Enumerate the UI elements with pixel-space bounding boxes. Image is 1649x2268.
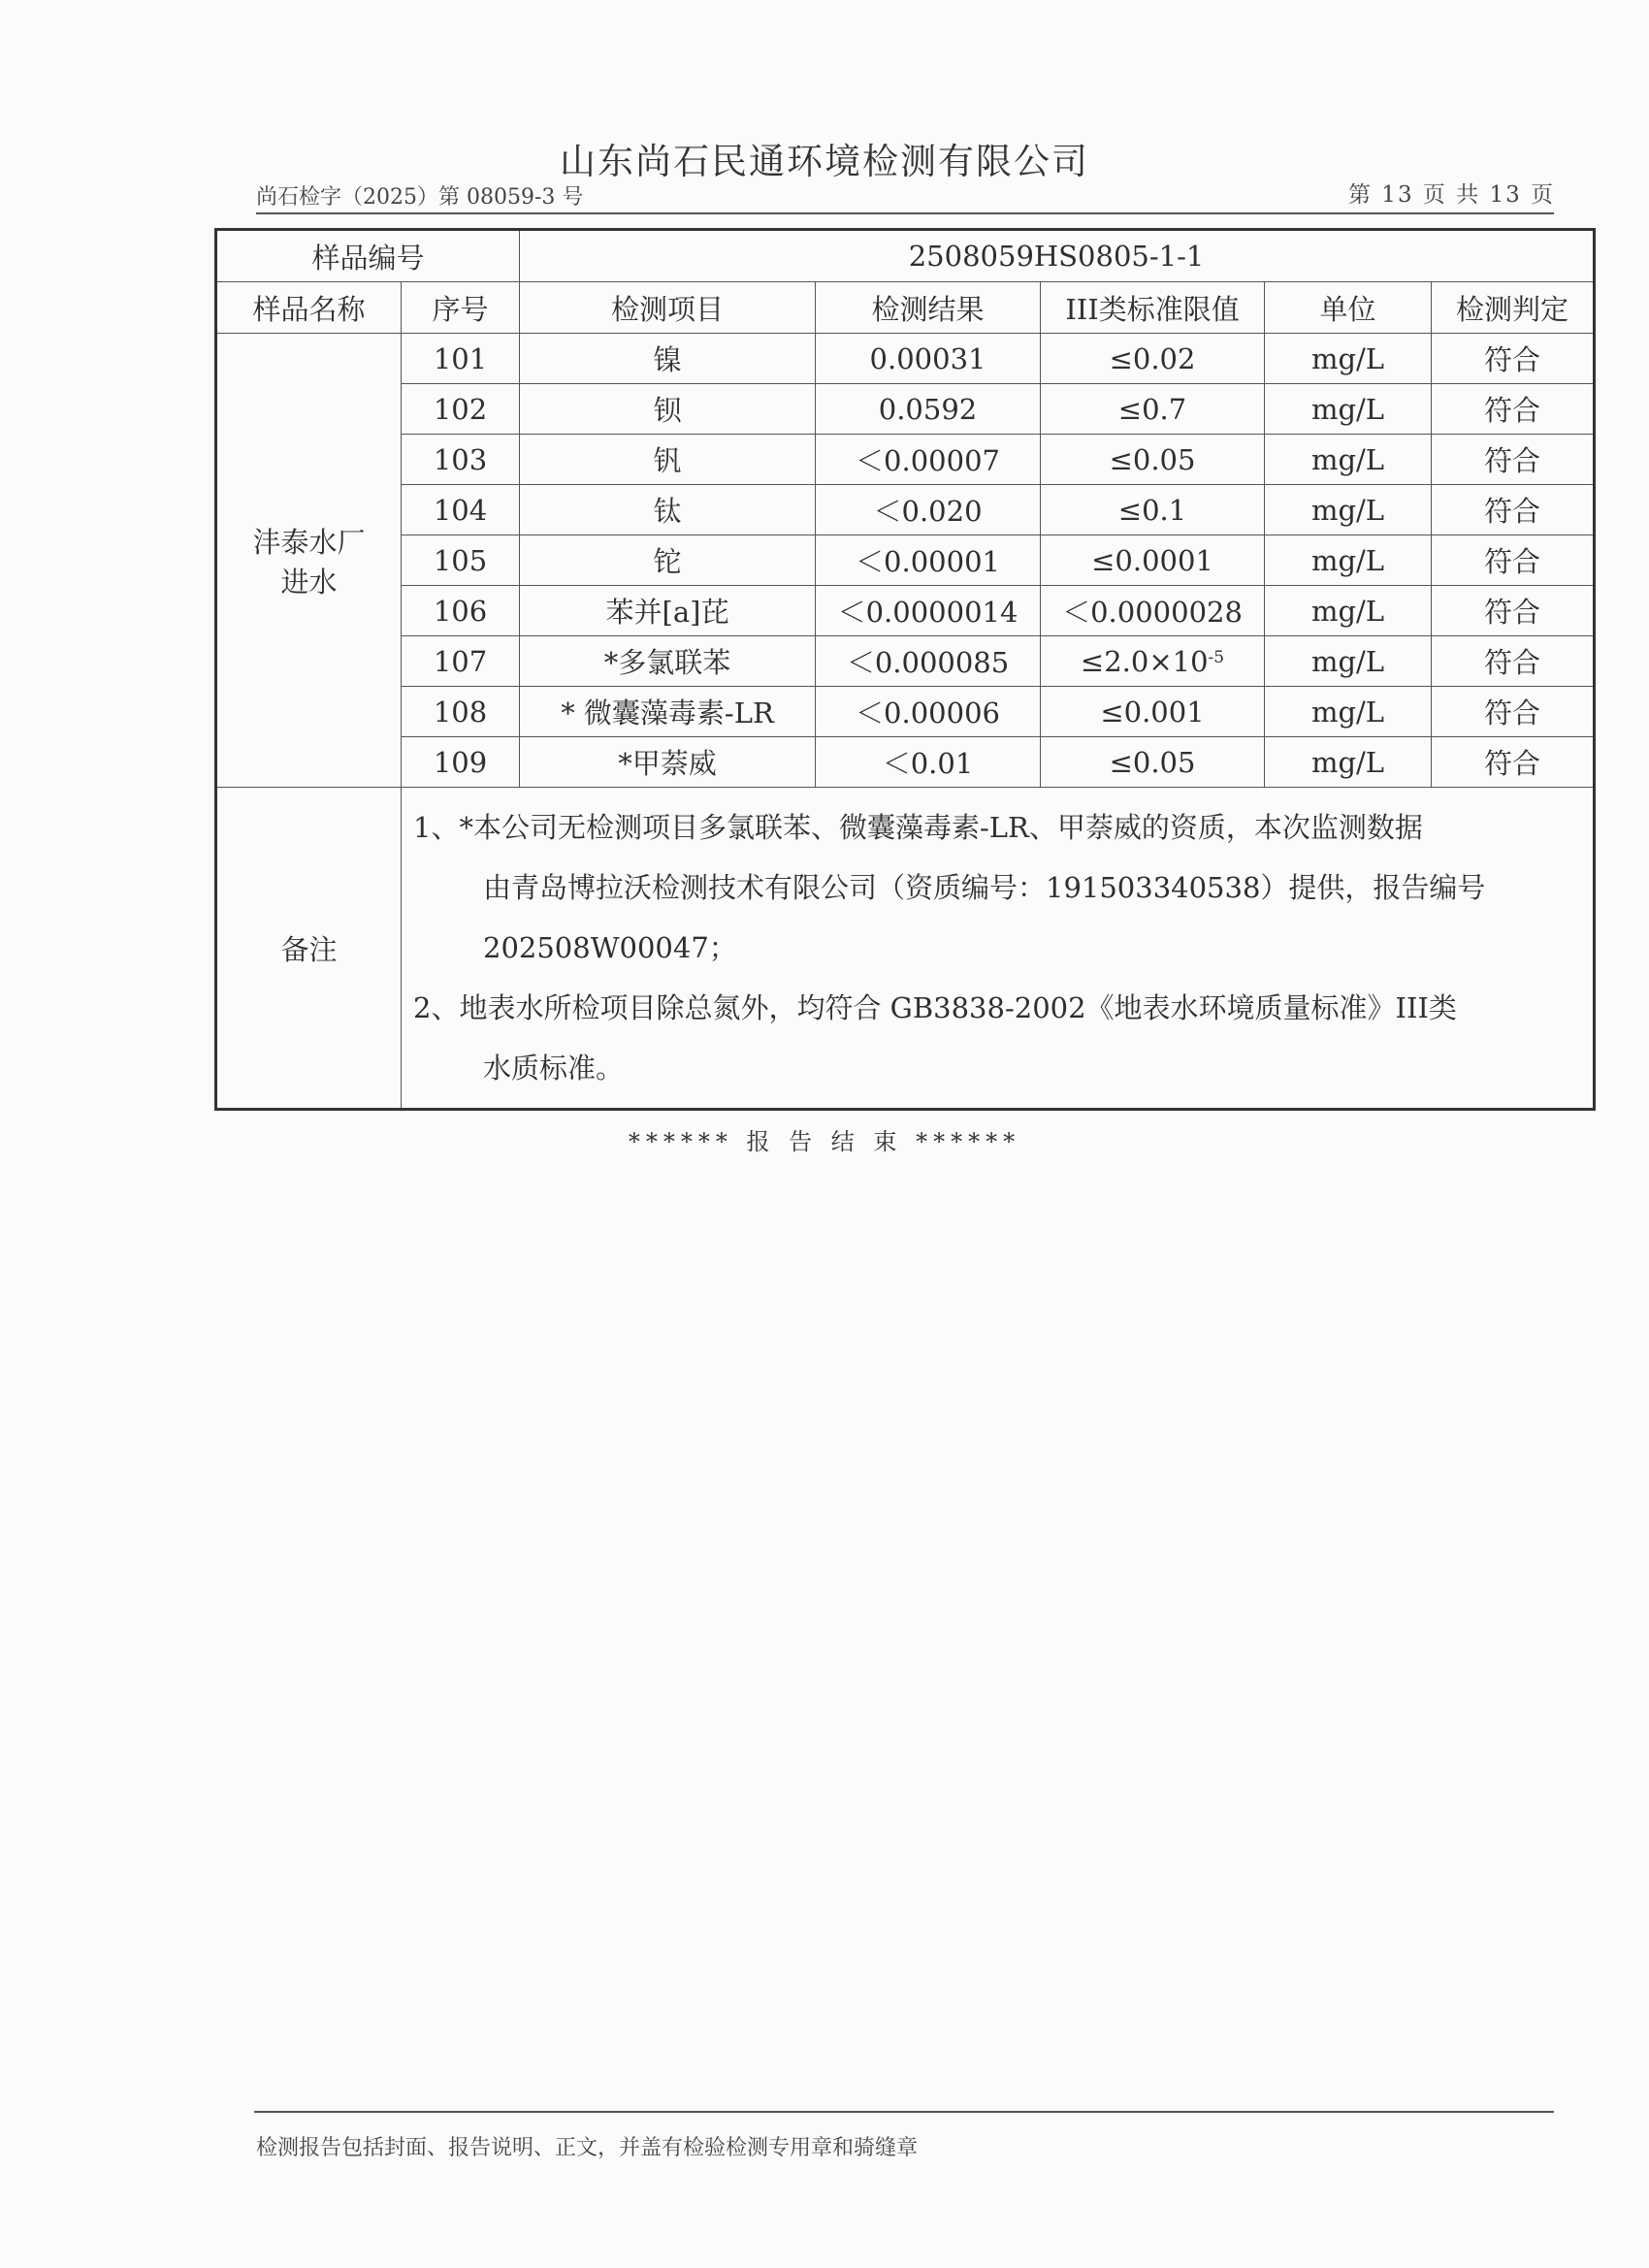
row-result: ＜0.00001 xyxy=(816,535,1041,586)
row-limit: ≤0.1 xyxy=(1041,485,1265,535)
row-unit: mg/L xyxy=(1265,535,1432,586)
row-limit: ＜0.0000028 xyxy=(1041,586,1265,636)
sample-name-line: 进水 xyxy=(280,565,338,599)
row-limit xyxy=(1041,636,1265,687)
table-row xyxy=(216,485,1595,535)
row-unit: mg/L xyxy=(1265,737,1432,788)
sample-number-label: 样品编号 xyxy=(216,230,520,282)
row-unit: mg/L xyxy=(1265,687,1432,737)
row-result: ＜0.00006 xyxy=(816,687,1041,737)
row-item: * 微囊藻毒素-LR xyxy=(520,687,816,737)
row-limit: ≤0.02 xyxy=(1041,334,1265,384)
row-limit: ≤0.05 xyxy=(1041,737,1265,788)
row-limit-base: ≤2.0×10 xyxy=(1080,644,1209,678)
row-seq: 104 xyxy=(402,485,520,535)
row-item: *甲萘威 xyxy=(520,737,816,788)
row-seq: 102 xyxy=(402,384,520,435)
row-seq: 106 xyxy=(402,586,520,636)
row-seq: 103 xyxy=(402,435,520,485)
row-unit: mg/L xyxy=(1265,636,1432,687)
sample-name-cell xyxy=(216,334,402,788)
col-header-sample-name: 样品名称 xyxy=(216,282,402,334)
row-judgement: 符合 xyxy=(1432,586,1595,636)
footer-divider xyxy=(254,2111,1554,2113)
row-limit-exponent: -5 xyxy=(1208,647,1225,667)
row-unit: mg/L xyxy=(1265,384,1432,435)
row-item: 钛 xyxy=(520,485,816,535)
row-judgement: 符合 xyxy=(1432,384,1595,435)
remark-line: 由青岛博拉沃检测技术有限公司（资质编号：191503340538）提供，报告编号 xyxy=(483,871,1486,904)
company-title: 山东尚石民通环境检测有限公司 xyxy=(560,141,1089,182)
col-header-judgement: 检测判定 xyxy=(1432,282,1595,334)
row-unit: mg/L xyxy=(1265,334,1432,384)
row-result: ＜0.00007 xyxy=(816,435,1041,485)
report-number: 尚石检字（2025）第 08059-3 号 xyxy=(256,185,584,210)
row-unit: mg/L xyxy=(1265,435,1432,485)
page-info: 第 13 页 共 13 页 xyxy=(1348,182,1556,208)
remark-line: 2、地表水所检项目除总氮外，均符合 GB3838-2002《地表水环境质量标准》III类 xyxy=(413,991,1457,1024)
row-result: 0.00031 xyxy=(816,334,1041,384)
row-judgement: 符合 xyxy=(1432,485,1595,535)
col-header-item: 检测项目 xyxy=(520,282,816,334)
header-divider xyxy=(256,212,1554,214)
remarks-row xyxy=(216,788,1595,1110)
report-end-mark: ****** 报 告 结 束 ****** xyxy=(628,1128,1021,1155)
table-row xyxy=(216,586,1595,636)
table-row xyxy=(216,687,1595,737)
row-item: 钡 xyxy=(520,384,816,435)
table-row xyxy=(216,334,1595,384)
row-judgement: 符合 xyxy=(1432,737,1595,788)
col-header-seq: 序号 xyxy=(402,282,520,334)
row-item: 钒 xyxy=(520,435,816,485)
remark-line: 202508W00047； xyxy=(483,931,737,964)
results-table xyxy=(214,228,1596,1111)
table-row xyxy=(216,535,1595,586)
col-header-result: 检测结果 xyxy=(816,282,1041,334)
row-unit: mg/L xyxy=(1265,586,1432,636)
row-item: 镍 xyxy=(520,334,816,384)
table-row xyxy=(216,737,1595,788)
row-item: 铊 xyxy=(520,535,816,586)
row-judgement: 符合 xyxy=(1432,435,1595,485)
remark-line: 水质标准。 xyxy=(483,1052,625,1085)
sample-number-value: 2508059HS0805-1-1 xyxy=(520,230,1595,282)
column-header-row xyxy=(216,282,1595,334)
sample-name-line: 沣泰水厂 xyxy=(252,525,366,559)
row-judgement: 符合 xyxy=(1432,334,1595,384)
row-seq: 105 xyxy=(402,535,520,586)
row-seq: 108 xyxy=(402,687,520,737)
table-row xyxy=(216,384,1595,435)
row-item: *多氯联苯 xyxy=(520,636,816,687)
row-judgement: 符合 xyxy=(1432,687,1595,737)
row-seq: 107 xyxy=(402,636,520,687)
row-seq: 101 xyxy=(402,334,520,384)
row-result: ＜0.000085 xyxy=(816,636,1041,687)
row-result: ＜0.020 xyxy=(816,485,1041,535)
table-row xyxy=(216,636,1595,687)
row-item: 苯并[a]芘 xyxy=(520,586,816,636)
row-judgement: 符合 xyxy=(1432,535,1595,586)
col-header-limit: III类标准限值 xyxy=(1041,282,1265,334)
row-result: ＜0.0000014 xyxy=(816,586,1041,636)
row-limit: ≤0.001 xyxy=(1041,687,1265,737)
row-limit: ≤0.05 xyxy=(1041,435,1265,485)
footer-note: 检测报告包括封面、报告说明、正文，并盖有检验检测专用章和骑缝章 xyxy=(256,2136,919,2160)
remarks-label: 备注 xyxy=(216,788,402,1110)
remarks-content xyxy=(402,788,1595,1110)
table-row xyxy=(216,435,1595,485)
remark-line: 1、*本公司无检测项目多氯联苯、微囊藻毒素-LR、甲萘威的资质，本次监测数据 xyxy=(413,811,1423,844)
row-result: 0.0592 xyxy=(816,384,1041,435)
row-unit: mg/L xyxy=(1265,485,1432,535)
sample-number-row xyxy=(216,230,1595,282)
col-header-unit: 单位 xyxy=(1265,282,1432,334)
row-limit: ≤0.7 xyxy=(1041,384,1265,435)
row-limit: ≤0.0001 xyxy=(1041,535,1265,586)
row-result: ＜0.01 xyxy=(816,737,1041,788)
row-seq: 109 xyxy=(402,737,520,788)
row-judgement: 符合 xyxy=(1432,636,1595,687)
